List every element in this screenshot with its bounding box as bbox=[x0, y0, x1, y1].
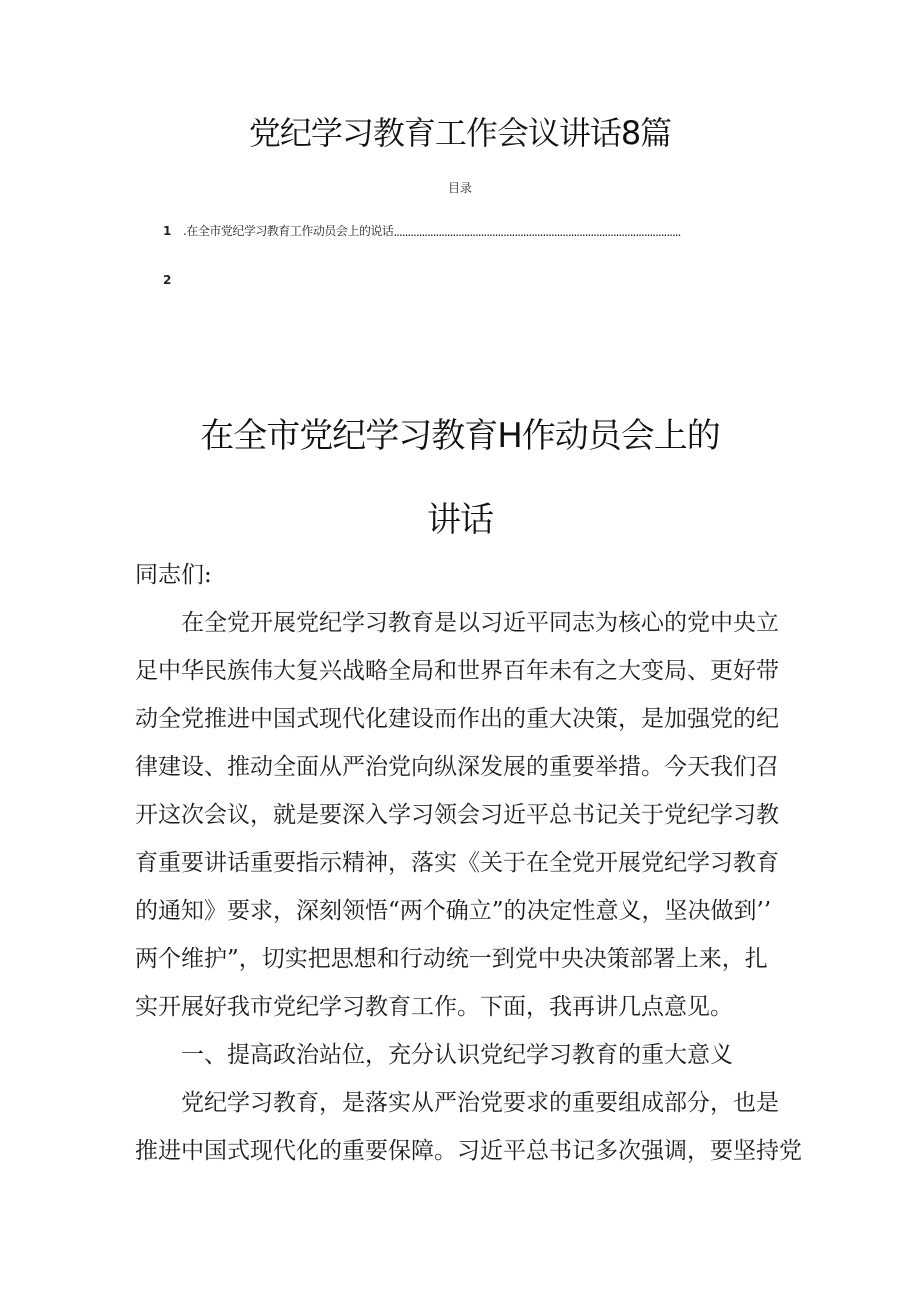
toc-item-number: 2 bbox=[163, 273, 172, 287]
body-line: 在全党开展党纪学习教育是以习近平同志为核心的党中央立 bbox=[135, 610, 779, 636]
body-line: 实开展好我市党纪学习教育工作。下面，我再讲几点意见。 bbox=[135, 994, 733, 1020]
body-line: 开这次会议，就是要深入学习领会习近平总书记关于党纪学习教 bbox=[135, 802, 779, 828]
toc-item-number: 1 bbox=[163, 224, 172, 238]
section-heading: 一、提高政治站位，充分认识党纪学习教育的重大意义 bbox=[135, 1042, 733, 1068]
toc-heading: 目录 bbox=[447, 181, 472, 195]
body-line: 两个维护”，切实把思想和行动统一到党中央决策部署上来，扎 bbox=[135, 946, 768, 972]
toc-item-text: .在全市党纪学习教育工作动员会上的说话 bbox=[183, 224, 394, 238]
speech-title-line-1: 在全市党纪学习教育H作动员会上的 bbox=[200, 416, 720, 456]
toc-item[interactable] bbox=[163, 222, 693, 239]
body-line: 育重要讲话重要指示精神，落实《关于在全党开展党纪学习教育 bbox=[135, 850, 779, 876]
body-line: 足中华民族伟大复兴战略全局和世界百年未有之大变局、更好带 bbox=[135, 658, 779, 684]
document-title: 党纪学习教育工作会议讲话8篇 bbox=[248, 114, 672, 152]
body-line: 动全党推进中国式现代化建设而作出的重大决策，是加强党的纪 bbox=[135, 706, 779, 732]
toc-leader-dots: ...................................................................................................... bbox=[393, 225, 681, 239]
body-line: 律建设、推动全面从严治党向纵深发展的重要举措。今天我们召 bbox=[135, 754, 779, 780]
body-line: 的通知》要求，深刻领悟“两个确立”的决定性意义，坚决做到’’ bbox=[135, 898, 772, 924]
speech-title-line-2: 讲话 bbox=[427, 500, 493, 540]
body-line: 党纪学习教育，是落实从严治党要求的重要组成部分，也是 bbox=[135, 1090, 779, 1116]
body-line: 推进中国式现代化的重要保障。习近平总书记多次强调，要坚持党 bbox=[135, 1138, 802, 1164]
toc-item[interactable] bbox=[163, 273, 183, 287]
salutation: 同志们: bbox=[135, 562, 212, 588]
